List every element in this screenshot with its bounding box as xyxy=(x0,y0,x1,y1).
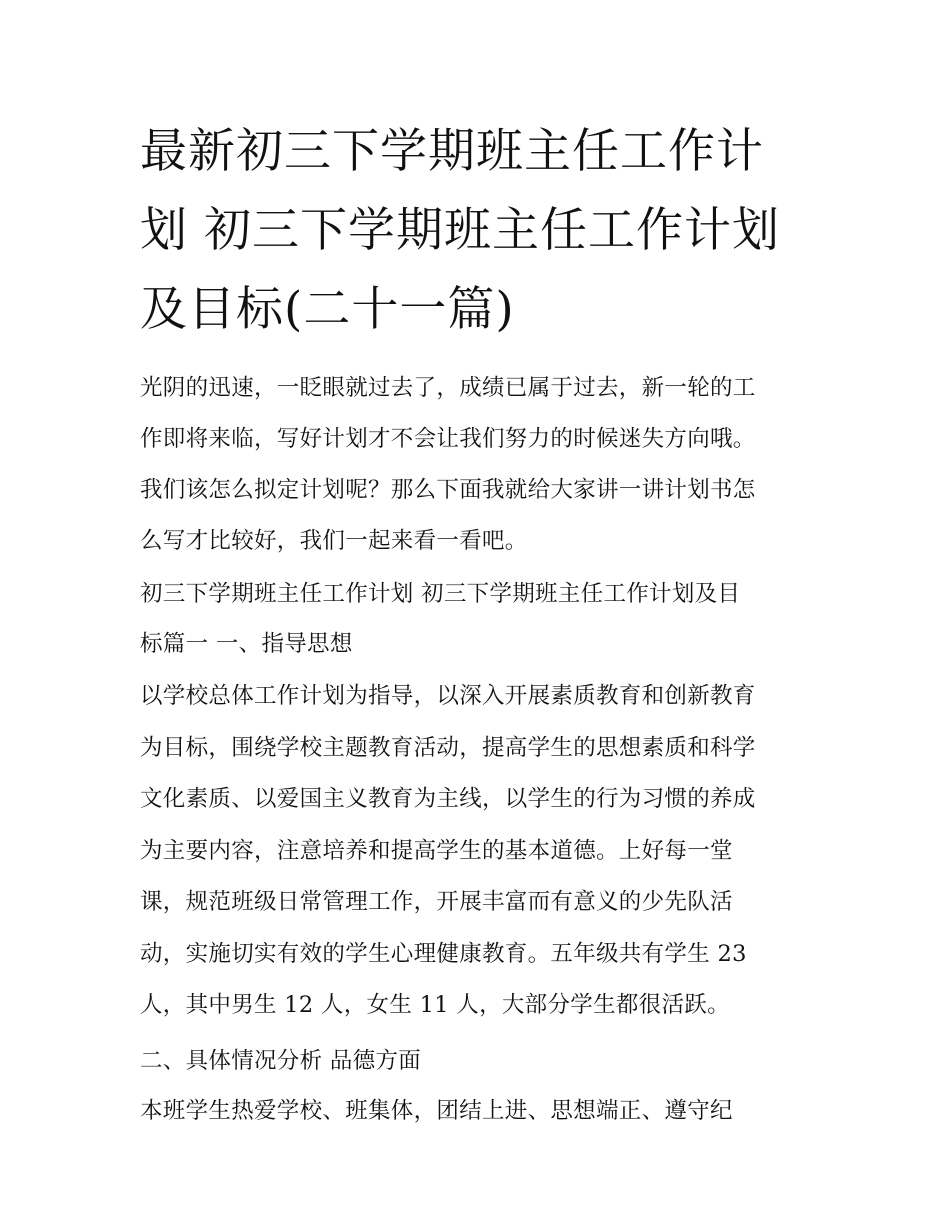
guiding-thought-paragraph xyxy=(140,671,820,1032)
title-line: 及目标(二十一篇) xyxy=(140,282,515,337)
section-heading-block xyxy=(140,569,820,669)
paragraph-line: 为目标，围绕学校主题教育活动，提高学生的思想素质和科学 xyxy=(140,734,756,761)
analysis-section xyxy=(140,1036,820,1138)
title-line: 最新初三下学期班主任工作计 xyxy=(140,124,764,179)
paragraph-line: 我们该怎么拟定计划呢？那么下面我就给大家讲一讲计划书怎 xyxy=(140,477,756,503)
document-content xyxy=(140,112,820,1137)
document-title xyxy=(140,112,820,349)
paragraph-line: 么写才比较好，我们一起来看一看吧。 xyxy=(140,528,528,554)
section-heading: 二、具体情况分析 品德方面 xyxy=(140,1047,422,1074)
paragraph-line: 以学校总体工作计划为指导，以深入开展素质教育和创新教育 xyxy=(140,683,756,709)
paragraph-line: 文化素质、以爱国主义教育为主线，以学生的行为习惯的养成 xyxy=(140,786,756,812)
paragraph-line: 本班学生热爱学校、班集体，团结上进、思想端正、遵守纪 xyxy=(140,1097,733,1124)
title-line: 划 初三下学期班主任工作计划 xyxy=(140,203,780,258)
section-heading-line: 初三下学期班主任工作计划 初三下学期班主任工作计划及目 xyxy=(140,581,741,607)
paragraph-line: 光阴的迅速，一眨眼就过去了，成绩已属于过去，新一轮的工 xyxy=(140,375,756,401)
paragraph-line: 人，其中男生 12 人，女生 11 人，大部分学生都很活跃。 xyxy=(140,992,730,1018)
section-heading-line: 标篇一 一、指导思想 xyxy=(140,631,353,657)
intro-paragraph xyxy=(140,363,820,567)
paragraph-line: 课，规范班级日常管理工作，开展丰富而有意义的少先队活 xyxy=(140,889,733,915)
paragraph-line: 作即将来临，写好计划才不会让我们努力的时候迷失方向哦。 xyxy=(140,426,756,452)
paragraph-line: 动，实施切实有效的学生心理健康教育。五年级共有学生 23 xyxy=(140,940,747,967)
paragraph-line: 为主要内容，注意培养和提高学生的基本道德。上好每一堂 xyxy=(140,837,733,864)
